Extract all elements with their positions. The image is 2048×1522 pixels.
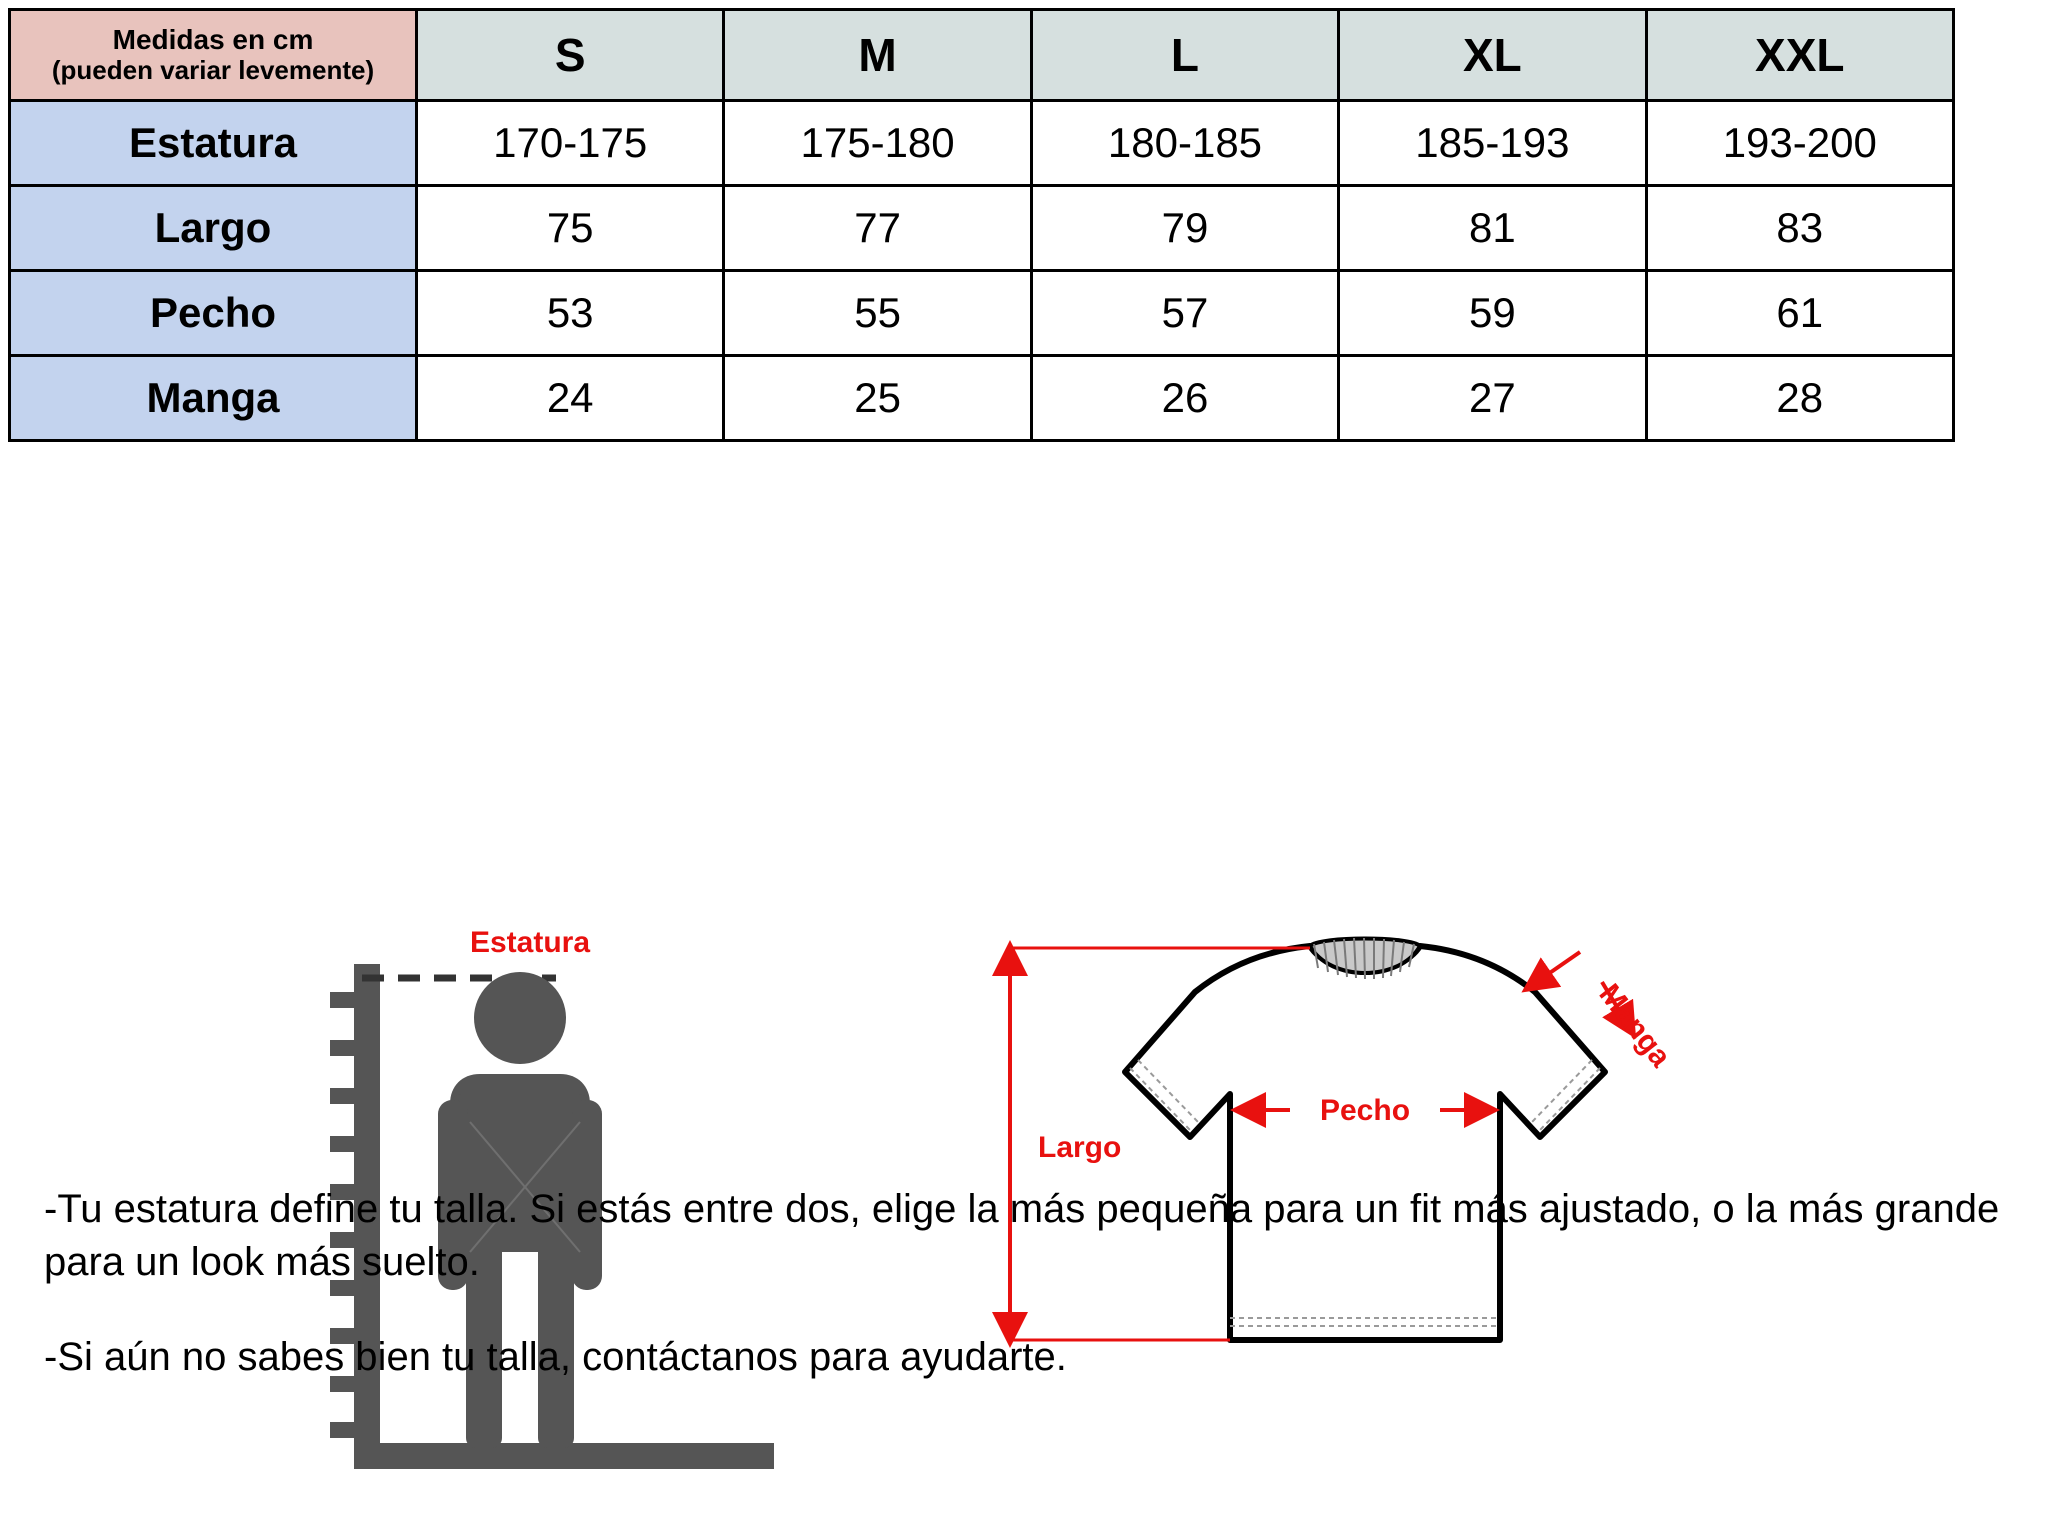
cell-largo-m: 77 [724,186,1031,271]
cell-manga-s: 24 [417,356,724,441]
table-row [10,186,1954,271]
corner-header-line1: Medidas en cm [112,23,314,55]
sizing-notes [44,1183,2004,1385]
cell-largo-xl: 81 [1339,186,1646,271]
size-header-xl: XL [1339,10,1646,101]
cell-estatura-s: 170-175 [417,101,724,186]
cell-largo-l: 79 [1031,186,1338,271]
row-label-pecho: Pecho [10,271,417,356]
cell-manga-l: 26 [1031,356,1338,441]
cell-manga-m: 25 [724,356,1031,441]
largo-caption: Largo [1038,1131,1122,1164]
cell-estatura-m: 175-180 [724,101,1031,186]
cell-pecho-l: 57 [1031,271,1338,356]
size-header-s: S [417,10,724,101]
size-header-xxl: XXL [1646,10,1953,101]
cell-estatura-xxl: 193-200 [1646,101,1953,186]
size-chart-table [8,8,1955,442]
corner-header-line2: (pueden variar levemente) [51,55,375,86]
note-line-1: -Tu estatura define tu talla. Si estás entre dos, elige la más pequeña para un fit más ajustado, o la más grande para un look más suelto. [44,1187,2000,1285]
row-label-estatura: Estatura [10,101,417,186]
cell-pecho-m: 55 [724,271,1031,356]
estatura-caption: Estatura [469,926,591,959]
table-corner-header [10,10,417,101]
manga-caption: Manga [1592,977,1677,1074]
cell-pecho-s: 53 [417,271,724,356]
cell-estatura-xl: 185-193 [1339,101,1646,186]
note-line-2: -Si aún no sabes bien tu talla, contáctanos para ayudarte. [44,1335,1067,1380]
row-label-largo: Largo [10,186,417,271]
size-guide-page [0,8,2048,1419]
cell-largo-xxl: 83 [1646,186,1953,271]
cell-manga-xxl: 28 [1646,356,1953,441]
row-label-manga: Manga [10,356,417,441]
cell-manga-xl: 27 [1339,356,1646,441]
cell-largo-s: 75 [417,186,724,271]
table-row [10,101,1954,186]
size-header-m: M [724,10,1031,101]
cell-estatura-l: 180-185 [1031,101,1338,186]
cell-pecho-xl: 59 [1339,271,1646,356]
diagram-area [0,442,2048,1164]
table-row [10,356,1954,441]
cell-pecho-xxl: 61 [1646,271,1953,356]
size-header-l: L [1031,10,1338,101]
table-header-row [10,10,1954,101]
table-row [10,271,1954,356]
pecho-caption: Pecho [1319,1094,1411,1127]
